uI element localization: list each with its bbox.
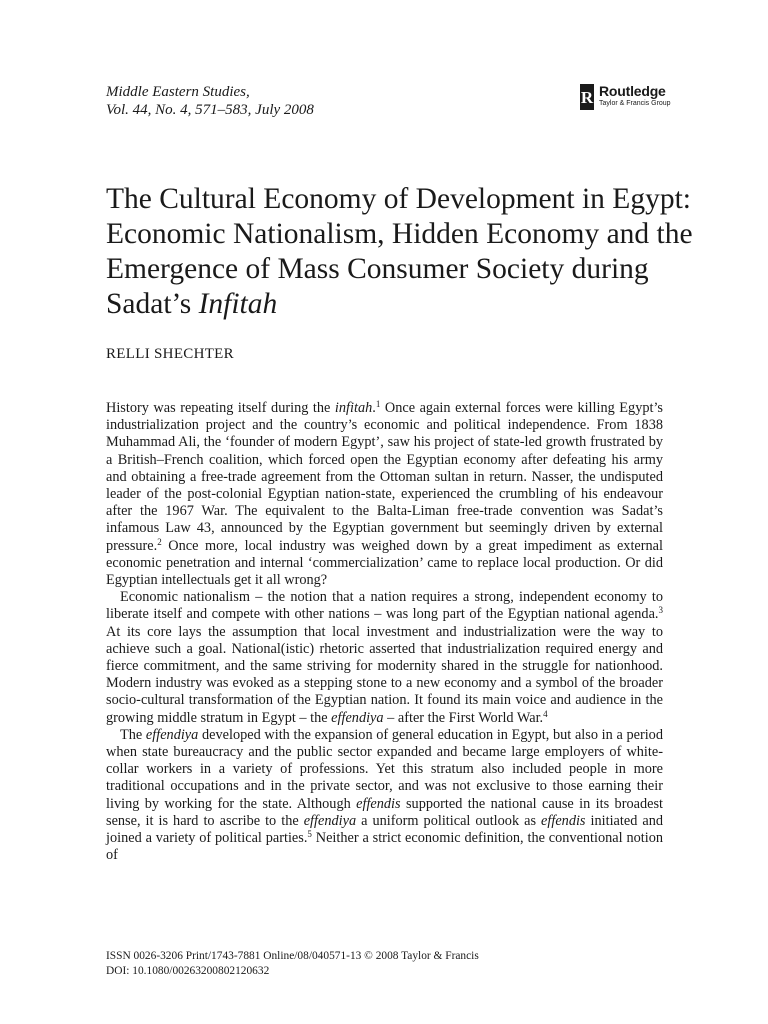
p3-text-2: developed with the expansion of general education in Egypt, but also in a period when state bureaucracy and the public sector expanded and became large employers of white-collar workers in a variety of professions. Yet this stratum also included people in more traditional occupations and in the private sector, and was not exclusive to those earning their living by working for the state. Although: [106, 726, 663, 812]
p2-text-2: At its core lays the assumption that local investment and industrialization were the way to achieve such a goal. National(istic) rhetoric asserted that industrialization required energy and fierce commitment, and the same striving for modernity shared in the struggle for nationhood. Modern industry was evoked as a stepping stone to a new economy and a symbol of the broader socio-cultural transformation of the Egyptian nation. It found its main voice and audience in the growing middle stratum in Egypt – the: [106, 623, 663, 726]
publisher-name: Routledge: [599, 83, 666, 99]
page-footer: [106, 949, 479, 978]
journal-citation: [106, 83, 314, 119]
p2-italic-effendiya: effendiya: [331, 709, 384, 726]
p3-text-3: supported the national cause in its broadest sense, it is hard to ascribe to the: [106, 795, 663, 829]
footnote-ref-2[interactable]: 2: [157, 536, 162, 547]
p1-text-3: Once again external forces were killing Egypt’s industrialization project and the country’s economic and political independence. From 1838 Muhammad Ali, the ‘founder of modern Egypt’, saw his project of state-led growth frustrated by a British–French coalition, which forced open the Egyptian economy after defeating his army and obtaining a free-trade agreement from the Ottoman sultan in return. Nasser, the undisputed leader of the post-colonial Egyptian nation-state, experienced the crumbling of his endeavour after the 1967 War. The equivalent to the Balta-Liman free-trade convention was Sadat’s infamous Law 43, announced by the Egyptian government but seemingly driven by external pressure.: [106, 400, 663, 554]
article-body: [106, 400, 663, 864]
publisher-group: Taylor & Francis Group: [599, 100, 671, 107]
routledge-logo-icon: [580, 84, 594, 110]
p3-text-5: initiated and joined a variety of political parties.: [106, 812, 664, 847]
journal-volume-info: Vol. 44, No. 4, 571–583, July 2008: [106, 102, 314, 118]
paragraph-1: [106, 400, 663, 589]
p3-text-4: a uniform political outlook as: [356, 812, 542, 829]
p1-text-1: History was repeating itself during the: [106, 400, 335, 416]
p3-italic-effendis-2: effendis: [541, 812, 586, 829]
p1-italic-infitah: infitah: [334, 400, 373, 416]
journal-name: Middle Eastern Studies,: [106, 84, 250, 100]
p3-text-6: Neither a strict economic definition, the conventional notion of: [106, 830, 663, 864]
publisher-logo: [580, 84, 671, 110]
p2-text-3: – after the First World War.: [383, 709, 544, 726]
footnote-ref-4[interactable]: 4: [543, 708, 548, 719]
p1-text-2: .: [372, 400, 376, 416]
article-title-italic: Infitah: [198, 288, 278, 320]
p1-text-4: Once more, local industry was weighed down by a great impediment as external economic penetration and internal ‘commercialization’ came to replace local production. Or did Egyptian intellectuals get it all wrong?: [106, 537, 663, 589]
paragraph-2: [106, 589, 663, 727]
article-title: [106, 182, 696, 322]
issn-line: ISSN 0026-3206 Print/1743-7881 Online/08/040571-13 © 2008 Taylor & Francis: [106, 950, 479, 962]
logo-mark-letter: R: [580, 88, 594, 107]
article-author: RELLI SHECHTER: [106, 346, 234, 362]
p3-text-1: The: [120, 726, 146, 743]
footnote-ref-1[interactable]: 1: [375, 399, 381, 409]
article-title-main: The Cultural Economy of Development in Egypt: Economic Nationalism, Hidden Economy and the Emergence of Mass Consumer Society during Sadat’s: [106, 183, 693, 320]
p3-italic-effendis-1: effendis: [356, 795, 401, 812]
footnote-ref-5[interactable]: 5: [307, 829, 312, 840]
footnote-ref-3[interactable]: 3: [658, 605, 663, 616]
doi-line: DOI: 10.1080/00263200802120632: [106, 964, 270, 977]
paragraph-3: [106, 727, 663, 865]
p2-text-1: Economic nationalism – the notion that a nation requires a strong, independent economy to liberate itself and compete with other nations – was long part of the Egyptian national agenda.: [106, 589, 663, 623]
p3-italic-effendiya-2: effendiya: [303, 812, 357, 829]
p3-italic-effendiya-1: effendiya: [145, 726, 199, 743]
